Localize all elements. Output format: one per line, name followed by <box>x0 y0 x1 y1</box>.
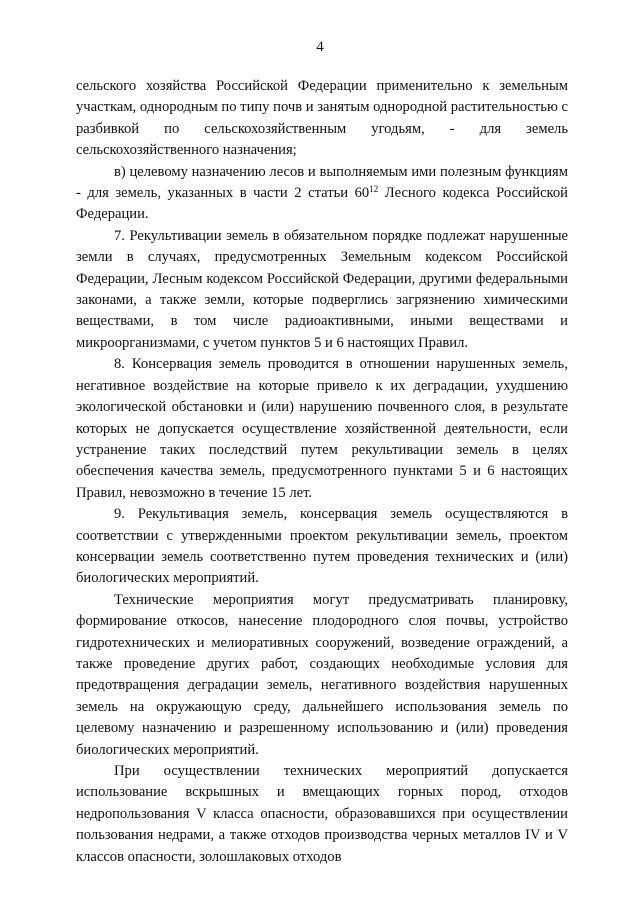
paragraph-2-text: в) целевому назначению лесов и выполняемым ими полезным функциям - для земель, указанных в части 2 статьи 60 <box>76 163 568 202</box>
paragraph-4-text: 8. Консервация земель проводится в отношении нарушенных земель, негативное воздействие на которые привело к их деградации, ухудшению экологической обстановки и (или) нарушению почвенного слоя, в результате которых не допускается осуществление хозяйственной деятельности, если устранение таких последствий путем рекультивации земель в целях обеспечения качества земель, предусмотренного пунктами 5 и 6 настоящих Правил, невозможно в течение 15 лет. <box>76 356 568 501</box>
paragraph-3-text: 7. Рекультивации земель в обязательном порядке подлежат нарушенные земли в случаях, предусмотренных Земельным кодексом Российской Федерации, Лесным кодексом Российской Федерации, другими федеральными законами, а также земли, которые подверглись загрязнению химическими веществами, в том числе радиоактивными, иными веществами и микроорганизмами, с учетом пунктов 5 и 6 настоящих Правил. <box>76 227 568 351</box>
paragraph-2-text-after: Лесного кодекса Российской Федерации. <box>76 185 568 223</box>
paragraph-2 <box>76 162 568 226</box>
paragraph-7 <box>76 761 568 868</box>
page-number: 4 <box>316 39 324 55</box>
paragraph-6-text: Технические мероприятия могут предусматривать планировку, формирование откосов, нанесение плодородного слоя почвы, устройство гидротехнических и мелиоративных сооружений, возведение ограждений, а также проведение других работ, создающих необходимые условия для предотвращения деградации земель, негативного воздействия нарушенных земель на окружающую среду, дальнейшего использования земель по целевому назначению и разрешенному использованию и (или) проведения биологических мероприятий. <box>76 591 568 758</box>
document-body <box>76 76 568 868</box>
paragraph-7-text: При осуществлении технических мероприятий допускается использование вскрышных и вмещающих горных пород, отходов недропользования V класса опасности, образовавшихся при осуществлении пользования недрами, а также отходов производства черных металлов IV и V классов опасности, золошлаковых отходов <box>76 763 568 865</box>
paragraph-3 <box>76 226 568 354</box>
superscript-index: 12 <box>369 184 379 195</box>
paragraph-4 <box>76 354 568 504</box>
paragraph-5-text: 9. Рекультивация земель, консервация земель осуществляются в соответствии с утвержденными проектом рекультивации земель, проектом консервации земель соответственно путем проведения технических и (или) биологических мероприятий. <box>76 506 568 587</box>
paragraph-6 <box>76 590 568 761</box>
paragraph-1-text: сельского хозяйства Российской Федерации применительно к земельным участкам, однородным по типу почв и занятым однородной растительностью с разбивкой по сельскохозяйственным угодьям, - для земель сельскохозяйственного назначения; <box>76 78 568 159</box>
paragraph-5 <box>76 504 568 590</box>
paragraph-1 <box>76 76 568 162</box>
